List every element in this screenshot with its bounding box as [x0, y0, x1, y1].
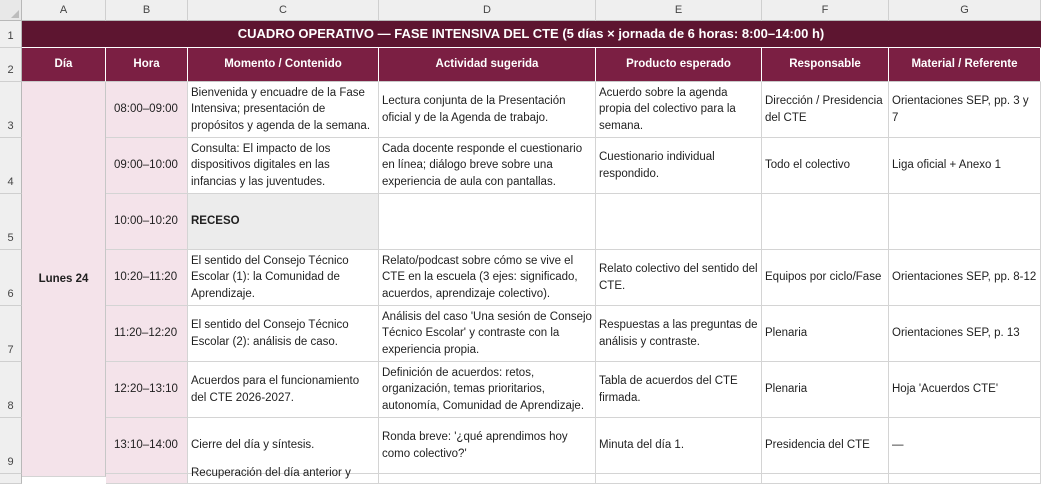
- momento-cell[interactable]: [188, 82, 379, 138]
- column-header-b[interactable]: B: [106, 0, 188, 21]
- producto-text: Respuestas a las preguntas de análisis y contraste.: [599, 319, 758, 348]
- momento-text: Bienvenida y encuadre de la Fase Intensiva; presentación de propósitos y agenda de la semana.: [191, 86, 371, 132]
- actividad-text: Ronda breve: '¿qué aprendimos hoy como colectivo?': [382, 431, 568, 460]
- row-header-8[interactable]: 8: [0, 362, 22, 418]
- hour-cell[interactable]: 10:20–11:20: [106, 250, 188, 306]
- material-text: Liga oficial + Anexo 1: [892, 159, 1002, 172]
- actividad-cell[interactable]: [379, 250, 596, 306]
- material-text: Hoja 'Acuerdos CTE': [892, 383, 999, 396]
- momento-text: El sentido del Consejo Técnico Escolar (1): la Comunidad de Aprendizaje.: [191, 254, 349, 300]
- momento-cell[interactable]: [188, 306, 379, 362]
- material-cell[interactable]: [889, 250, 1041, 306]
- producto-text: Tabla de acuerdos del CTE firmada.: [599, 375, 738, 404]
- header-actividad[interactable]: Actividad sugerida: [379, 48, 596, 82]
- recess-text: RECESO: [191, 215, 240, 228]
- responsable-cell-partial[interactable]: [762, 474, 889, 484]
- column-header-d[interactable]: D: [379, 0, 596, 21]
- responsable-cell[interactable]: [762, 418, 889, 474]
- momento-text: Consulta: El impacto de los dispositivos digitales en las infancias y las juventudes.: [191, 142, 331, 188]
- responsable-cell[interactable]: [762, 194, 889, 250]
- responsable-cell[interactable]: [762, 362, 889, 418]
- actividad-cell[interactable]: [379, 138, 596, 194]
- row-header-2[interactable]: 2: [0, 48, 22, 82]
- actividad-text: Análisis del caso 'Una sesión de Consejo Técnico Escolar' y contraste con la experiencia propia.: [382, 310, 592, 356]
- producto-text: Acuerdo sobre la agenda propia del colectivo para la semana.: [599, 86, 736, 132]
- hour-cell[interactable]: 10:00–10:20: [106, 194, 188, 250]
- material-text: Orientaciones SEP, p. 13: [892, 327, 1020, 340]
- responsable-text: Equipos por ciclo/Fase: [765, 271, 882, 284]
- select-all-triangle-icon: [11, 10, 19, 18]
- momento-cell-partial[interactable]: [188, 467, 379, 484]
- material-cell[interactable]: [889, 418, 1041, 474]
- sheet-title[interactable]: CUADRO OPERATIVO — FASE INTENSIVA DEL CTE (5 días × jornada de 6 horas: 8:00–14:00 h): [22, 21, 1041, 48]
- row-header-10[interactable]: [0, 474, 22, 484]
- header-responsable[interactable]: Responsable: [762, 48, 889, 82]
- momento-text: El sentido del Consejo Técnico Escolar (2): análisis de caso.: [191, 319, 349, 348]
- hour-cell[interactable]: 13:10–14:00: [106, 418, 188, 474]
- column-header-c[interactable]: C: [188, 0, 379, 21]
- material-cell[interactable]: [889, 362, 1041, 418]
- responsable-text: Presidencia del CTE: [765, 439, 870, 452]
- responsable-cell[interactable]: [762, 250, 889, 306]
- column-header-e[interactable]: E: [596, 0, 762, 21]
- responsable-text: Todo el colectivo: [765, 159, 851, 172]
- producto-cell[interactable]: [596, 250, 762, 306]
- material-text: Orientaciones SEP, pp. 8-12: [892, 271, 1037, 284]
- material-cell[interactable]: [889, 194, 1041, 250]
- row-header-3[interactable]: 3: [0, 82, 22, 138]
- producto-cell[interactable]: [596, 362, 762, 418]
- actividad-text: Lectura conjunta de la Presentación oficial y de la Agenda de trabajo.: [382, 95, 566, 124]
- row-header-7[interactable]: 7: [0, 306, 22, 362]
- actividad-cell[interactable]: [379, 362, 596, 418]
- responsable-text: Plenaria: [765, 383, 808, 396]
- row-header-5[interactable]: 5: [0, 194, 22, 250]
- row-header-4[interactable]: 4: [0, 138, 22, 194]
- actividad-cell[interactable]: [379, 306, 596, 362]
- material-cell[interactable]: [889, 138, 1041, 194]
- producto-cell[interactable]: [596, 138, 762, 194]
- momento-text: Cierre del día y síntesis.: [191, 439, 315, 452]
- column-header-g[interactable]: G: [889, 0, 1041, 21]
- header-momento[interactable]: Momento / Contenido: [188, 48, 379, 82]
- header-producto[interactable]: Producto esperado: [596, 48, 762, 82]
- day-cell[interactable]: Lunes 24: [22, 82, 106, 477]
- hour-cell[interactable]: 12:20–13:10: [106, 362, 188, 418]
- responsable-cell[interactable]: [762, 306, 889, 362]
- column-header-f[interactable]: F: [762, 0, 889, 21]
- hour-cell-partial[interactable]: [106, 474, 188, 484]
- header-material[interactable]: Material / Referente: [889, 48, 1041, 82]
- actividad-text: Definición de acuerdos: retos, organización, temas prioritarios, autonomía, Comunidad de Aprendizaje.: [382, 366, 585, 412]
- actividad-cell[interactable]: [379, 194, 596, 250]
- actividad-text: Cada docente responde el cuestionario en línea; diálogo breve sobre una experiencia de aula con pantallas.: [382, 142, 583, 188]
- producto-text: Relato colectivo del sentido del CTE.: [599, 263, 758, 292]
- header-dia[interactable]: Día: [22, 48, 106, 82]
- select-all-corner[interactable]: [0, 0, 22, 21]
- momento-text: Acuerdos para el funcionamiento del CTE 2026-2027.: [191, 375, 360, 404]
- momento-cell[interactable]: [188, 250, 379, 306]
- responsable-cell[interactable]: [762, 82, 889, 138]
- actividad-text: Relato/podcast sobre cómo se vive el CTE en la escuela (3 ejes: significado, acuerdos, aprendizaje colectivo).: [382, 254, 578, 300]
- row-header-6[interactable]: 6: [0, 250, 22, 306]
- recess-cell[interactable]: [188, 194, 379, 250]
- hour-cell[interactable]: 11:20–12:20: [106, 306, 188, 362]
- responsable-text: Plenaria: [765, 327, 808, 340]
- actividad-cell[interactable]: [379, 82, 596, 138]
- momento-text-partial: Recuperación del día anterior y: [191, 467, 351, 479]
- producto-cell[interactable]: [596, 418, 762, 474]
- material-text: Orientaciones SEP, pp. 3 y 7: [892, 95, 1029, 124]
- hour-cell[interactable]: 09:00–10:00: [106, 138, 188, 194]
- producto-cell[interactable]: [596, 306, 762, 362]
- actividad-cell-partial[interactable]: [379, 474, 596, 484]
- responsable-text: Dirección / Presidencia del CTE: [765, 95, 883, 124]
- material-text: —: [892, 439, 904, 452]
- producto-cell[interactable]: [596, 82, 762, 138]
- row-header-1[interactable]: 1: [0, 21, 22, 48]
- producto-cell[interactable]: [596, 194, 762, 250]
- actividad-cell[interactable]: [379, 418, 596, 474]
- producto-cell-partial[interactable]: [596, 474, 762, 484]
- hour-cell[interactable]: 08:00–09:00: [106, 82, 188, 138]
- responsable-cell[interactable]: [762, 138, 889, 194]
- producto-text: Cuestionario individual respondido.: [599, 151, 715, 180]
- material-cell-partial[interactable]: [889, 474, 1041, 484]
- momento-cell[interactable]: [188, 362, 379, 418]
- momento-cell[interactable]: [188, 138, 379, 194]
- column-header-a[interactable]: A: [22, 0, 106, 21]
- row-header-9[interactable]: 9: [0, 418, 22, 474]
- material-cell[interactable]: [889, 306, 1041, 362]
- producto-text: Minuta del día 1.: [599, 439, 685, 452]
- material-cell[interactable]: [889, 82, 1041, 138]
- header-hora[interactable]: Hora: [106, 48, 188, 82]
